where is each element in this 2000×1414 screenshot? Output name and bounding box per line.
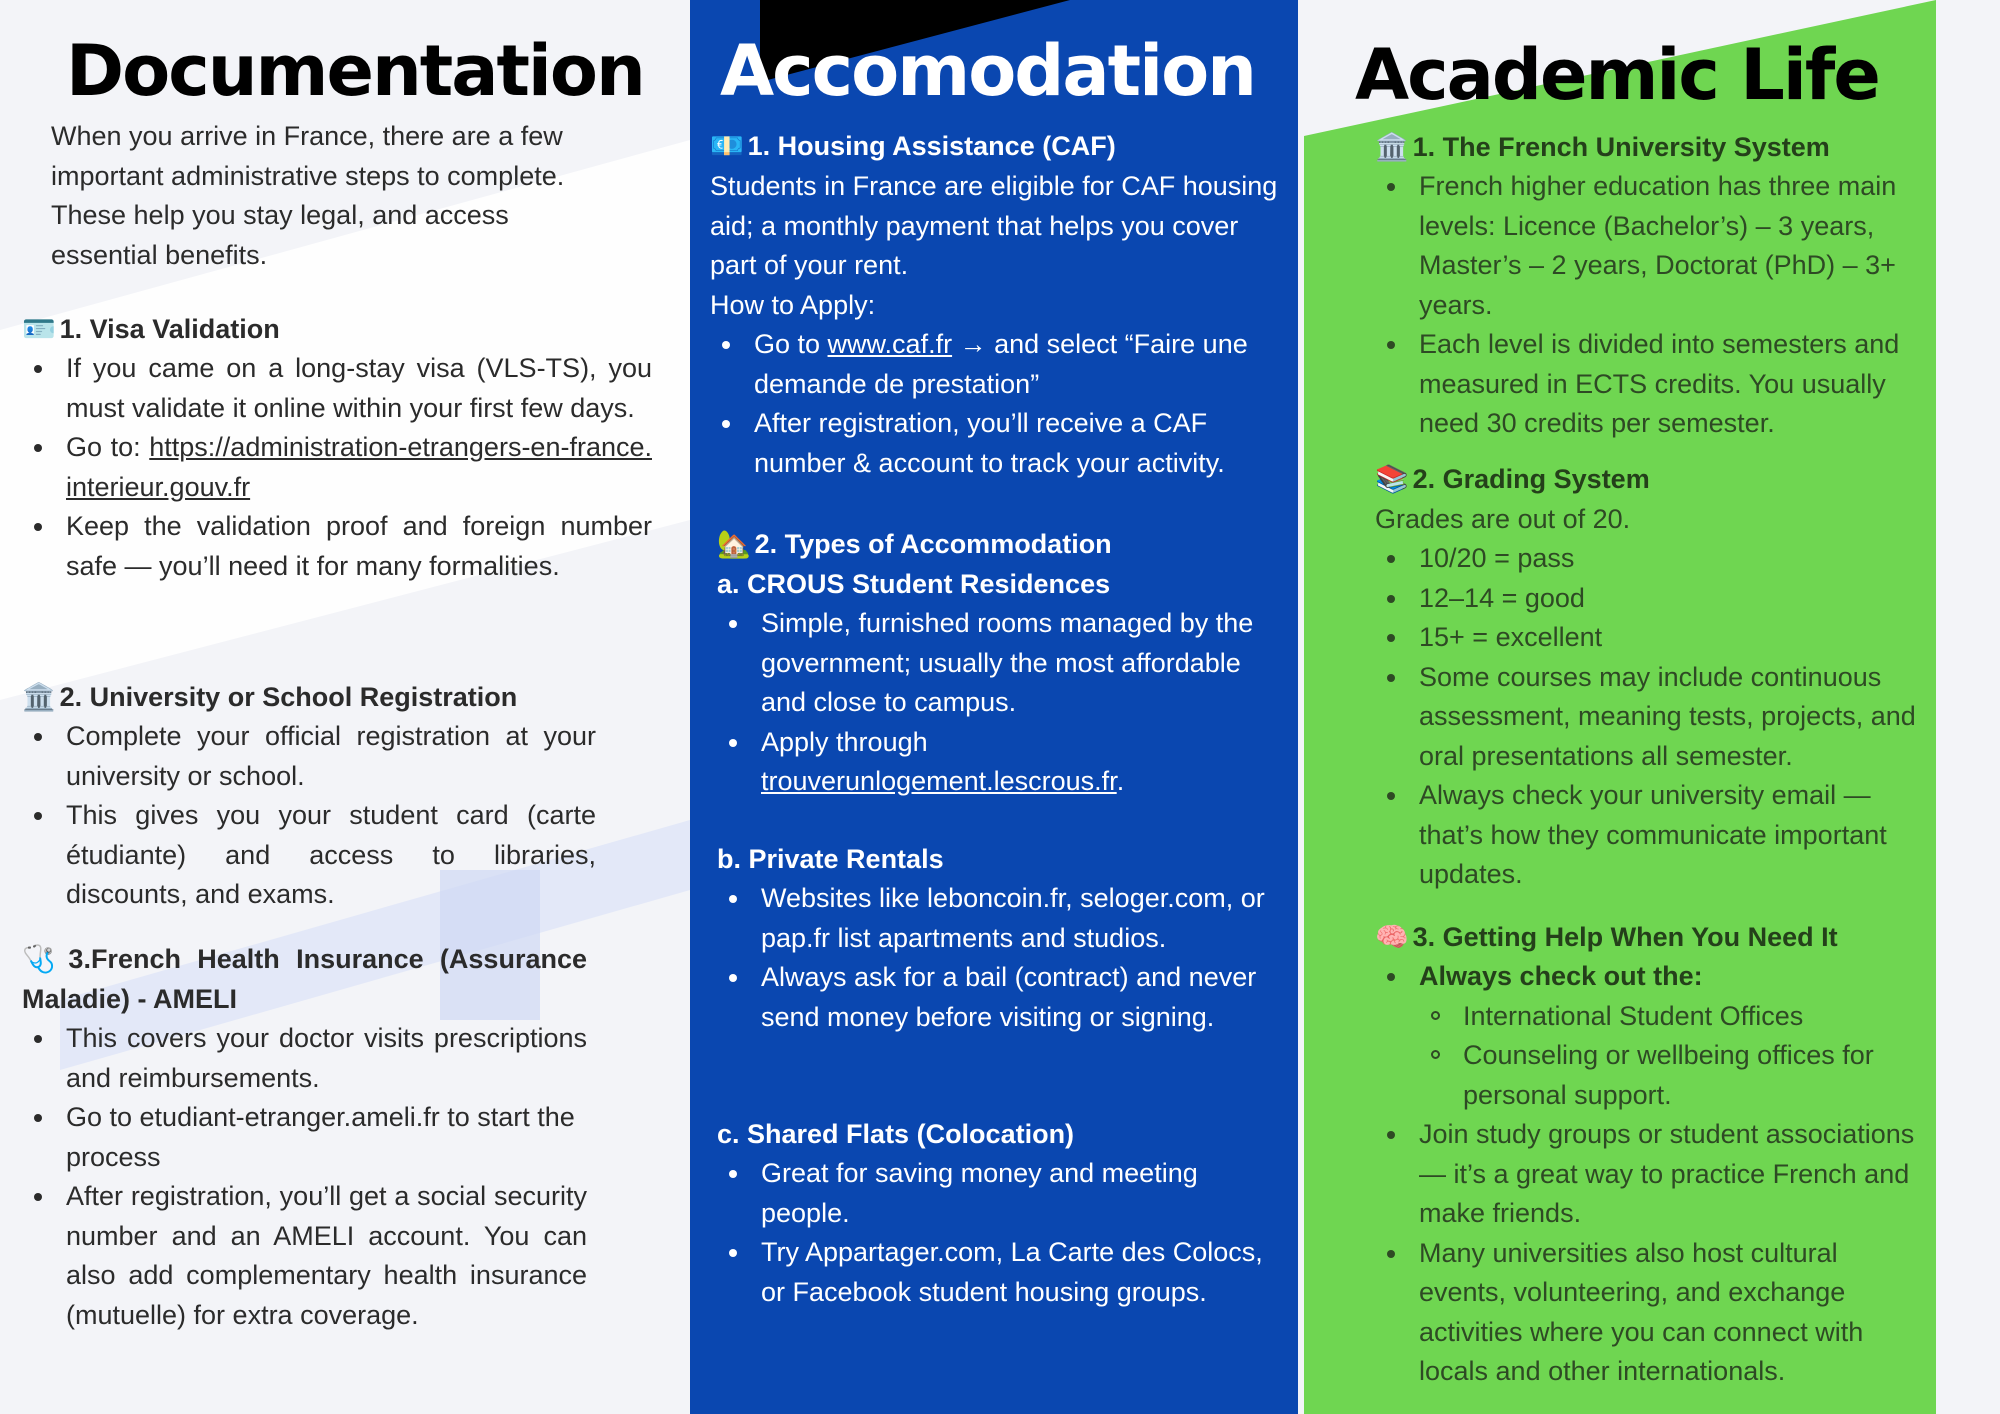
list-item: Keep the validation proof and foreign number safe — you’ll need it for many formalities. — [22, 507, 652, 586]
visa-validation-list — [22, 349, 652, 586]
visa-validation-heading — [22, 310, 280, 350]
university-system-heading-text: 1. The French University System — [1412, 132, 1830, 162]
list-item: 12–14 = good — [1375, 579, 1930, 619]
sub-list-item: International Student Offices — [1419, 997, 1930, 1037]
right-margin — [1936, 0, 2000, 1414]
list-item: Go to etudiant-etranger.ameli.fr to start the process — [22, 1098, 587, 1177]
money-icon: 💶 — [710, 131, 744, 161]
list-item: Simple, furnished rooms managed by the government; usually the most affordable and close to campus. — [717, 604, 1287, 723]
types-heading-text: 2. Types of Accommodation — [754, 529, 1112, 559]
health-insurance-heading — [22, 940, 587, 1019]
documentation-intro: When you arrive in France, there are a few important administrative steps to complete. These help you stay legal, and access essential benefits. — [51, 121, 565, 270]
institution-icon: 🏛️ — [1375, 132, 1409, 162]
institution-icon: 🏛️ — [22, 682, 56, 712]
shared-flats-list — [717, 1154, 1287, 1312]
list-item: Great for saving money and meeting people. — [717, 1154, 1287, 1233]
list-item: If you came on a long-stay visa (VLS-TS), you must validate it online within your first few days. — [22, 349, 652, 428]
list-item: Many universities also host cultural events, volunteering, and exchange activities where you can connect with locals and other internationals. — [1375, 1234, 1930, 1392]
step-text: Apply through — [761, 726, 928, 757]
accommodation-column — [690, 0, 1298, 1414]
sub-list-item: Counseling or wellbeing offices for personal support. — [1419, 1036, 1930, 1115]
list-item: French higher education has three main levels: Licence (Bachelor’s) – 3 years, Master’s – 2 years, Doctorat (PhD) – 3+ years. — [1375, 167, 1930, 325]
grading-system-heading-text: 2. Grading System — [1412, 464, 1650, 494]
academic-column — [1298, 0, 1936, 1414]
list-item: 15+ = excellent — [1375, 618, 1930, 658]
private-rentals-list — [717, 879, 1287, 1037]
housing-assistance-heading — [710, 127, 1116, 167]
list-item: This covers your doctor visits prescriptions and reimbursements. — [22, 1019, 587, 1098]
list-item: This gives you your student card (carte étudiante) and access to libraries, discounts, and exams. — [22, 796, 596, 915]
list-item: Always check your university email — that’s how they communicate important updates. — [1375, 776, 1930, 895]
grading-system-heading — [1375, 460, 1650, 500]
getting-help-heading-text: 3. Getting Help When You Need It — [1412, 922, 1838, 952]
university-system-list — [1375, 167, 1930, 444]
list-item: Some courses may include continuous assessment, meaning tests, projects, and oral presentations all semester. — [1375, 658, 1930, 777]
grading-intro: Grades are out of 20. — [1375, 504, 1631, 534]
list-item — [22, 428, 652, 507]
getting-help-heading — [1375, 918, 1838, 958]
types-of-accommodation-heading — [717, 525, 1112, 565]
list-item — [710, 325, 1290, 404]
caf-link[interactable]: www.caf.fr — [827, 329, 953, 359]
list-item: After registration, you’ll get a social security number and an AMELI account. You can also add complementary health insurance (mutuelle) for extra coverage. — [22, 1177, 587, 1335]
list-item: Each level is divided into semesters and measured in ECTS credits. You usually need 30 credits per semester. — [1375, 325, 1930, 444]
health-insurance-list — [22, 1019, 587, 1335]
how-to-apply-label: How to Apply: — [710, 290, 876, 320]
list-item: Websites like leboncoin.fr, seloger.com, or pap.fr list apartments and studios. — [717, 879, 1287, 958]
academic-title: Academic Life — [1355, 34, 1879, 116]
registration-list — [22, 717, 596, 915]
documentation-column — [0, 0, 690, 1414]
list-item: Complete your official registration at your university or school. — [22, 717, 596, 796]
list-item — [717, 723, 1287, 802]
stethoscope-icon: 🩺 — [22, 944, 65, 974]
list-item: Join study groups or student associations — it’s a great way to practice French and make friends. — [1375, 1115, 1930, 1234]
documentation-title: Documentation — [66, 30, 644, 112]
registration-heading-text: 2. University or School Registration — [59, 682, 518, 712]
list-item — [1375, 957, 1930, 1115]
crous-link[interactable]: trouverunlogement.lescrous.fr — [761, 766, 1117, 796]
visa-validation-heading-text: 1. Visa Validation — [59, 314, 280, 344]
books-icon: 📚 — [1375, 464, 1409, 494]
housing-assistance-heading-text: 1. Housing Assistance (CAF) — [747, 131, 1116, 161]
health-insurance-heading-text: 3.French Health Insurance (Assurance Maladie) - AMELI — [22, 944, 587, 1014]
help-sub-list — [1419, 997, 1930, 1116]
university-system-heading — [1375, 128, 1830, 168]
housing-assistance-text: Students in France are eligible for CAF housing aid; a monthly payment that helps you cover part of your rent. — [710, 171, 1278, 280]
how-to-apply-list — [710, 325, 1290, 483]
shared-flats-heading: c. Shared Flats (Colocation) — [717, 1119, 1075, 1149]
registration-heading — [22, 678, 517, 718]
crous-list — [717, 604, 1287, 802]
list-item: Try Appartager.com, La Carte des Colocs, or Facebook student housing groups. — [717, 1233, 1287, 1312]
help-lead: Always check out the: — [1419, 961, 1703, 991]
private-rentals-heading: b. Private Rentals — [717, 844, 944, 874]
getting-help-list — [1375, 957, 1930, 1392]
brain-icon: 🧠 — [1375, 922, 1409, 952]
step-text: Go to — [754, 329, 828, 359]
step-text: . — [1116, 766, 1125, 796]
house-icon: 🏡 — [717, 529, 751, 559]
visa-validation-link[interactable]: https://administration-etrangers-en-france.interieur.gouv.fr — [66, 432, 652, 502]
list-item: 10/20 = pass — [1375, 539, 1930, 579]
list-item: Always ask for a bail (contract) and never send money before visiting or signing. — [717, 958, 1287, 1037]
goto-label: Go to: — [66, 432, 150, 462]
list-item: After registration, you’ll receive a CAF number & account to track your activity. — [710, 404, 1290, 483]
step-text: → and select “Faire une demande de prestation” — [754, 329, 1248, 399]
grading-list — [1375, 539, 1930, 895]
id-card-icon: 🪪 — [22, 314, 56, 344]
accommodation-title: Accomodation — [720, 30, 1256, 112]
crous-heading: a. CROUS Student Residences — [717, 569, 1111, 599]
